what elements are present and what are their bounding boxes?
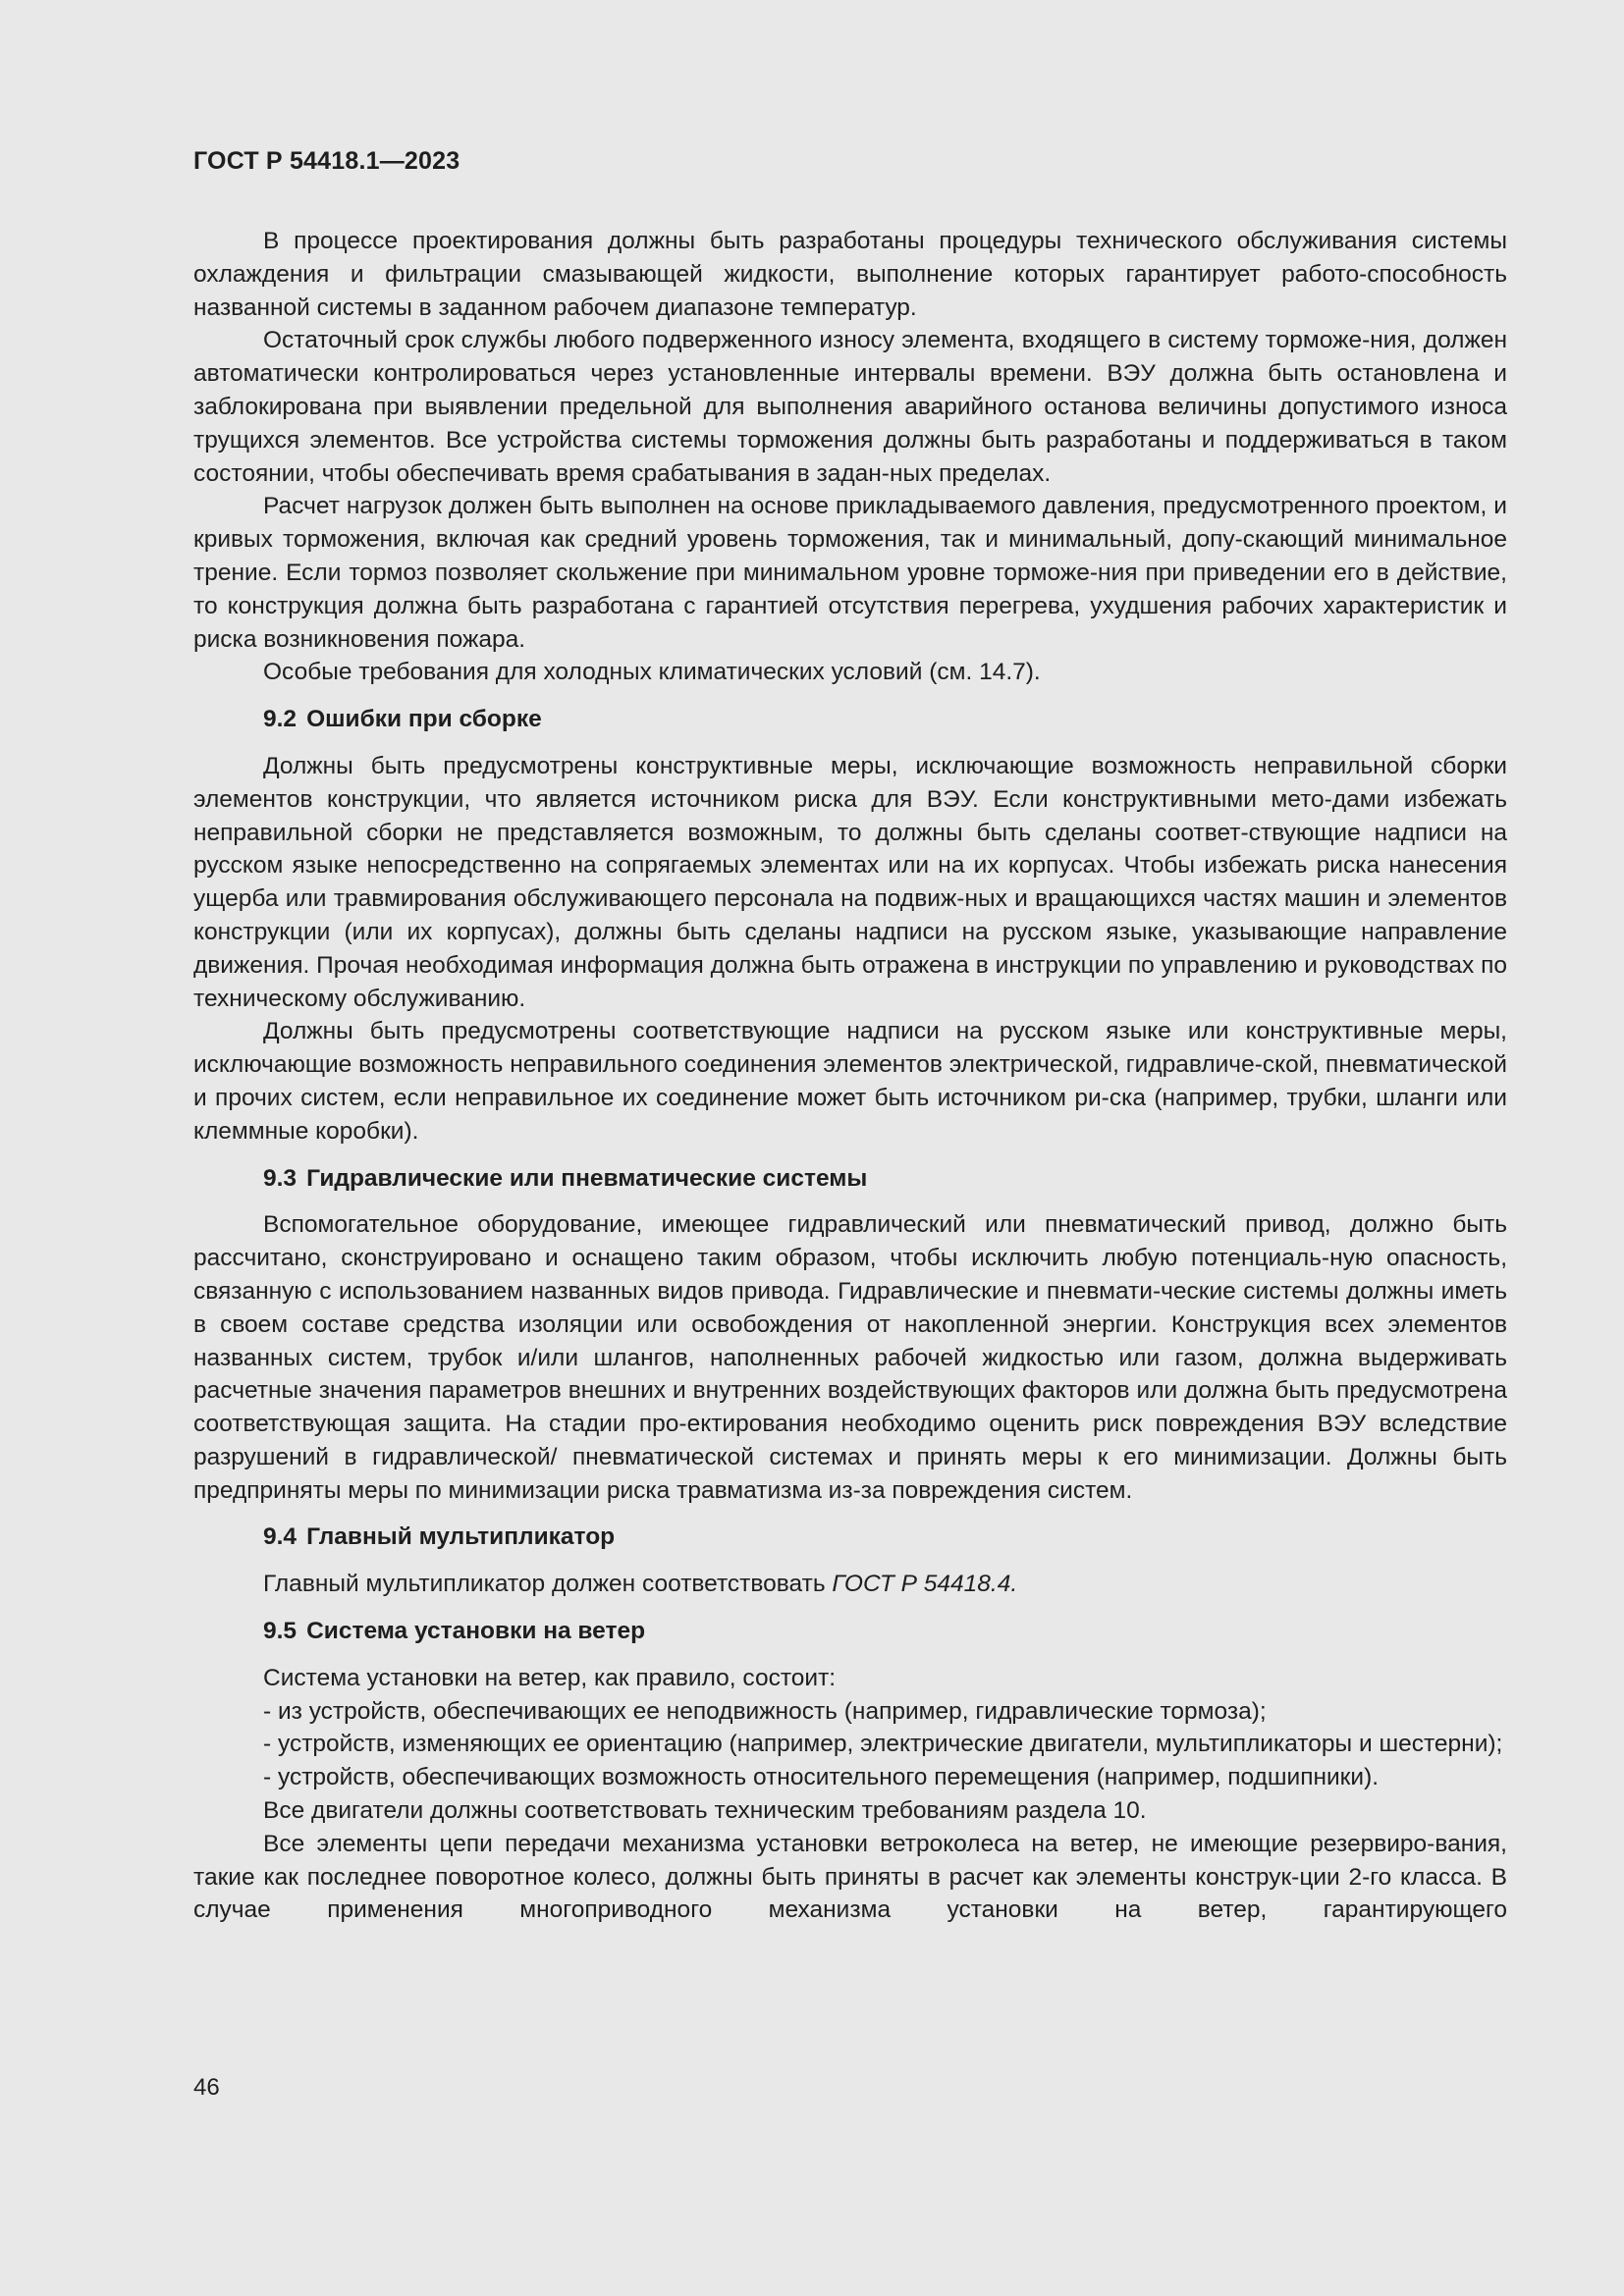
paragraph: Расчет нагрузок должен быть выполнен на основе прикладываемого давления, предусмотренного проектом, и кривых торможения, включая как средний уровень торможения, так и минимальный, допу-скающий минимальное трение. Если тормоз позволяет скольжение при минимальном уровне торможе-ния при приведении его в действие, то конструкция должна быть разработана с гарантией отсутствия перегрева, ухудшения рабочих характеристик и риска возникновения пожара. (193, 493, 1507, 653)
paragraph: Все двигатели должны соответствовать техническим требованиям раздела 10. (263, 1797, 1147, 1825)
paragraph: Должны быть предусмотрены соответствующие надписи на русском языке или конструктивные меры, исключающие возможность неправильного соединения элементов электрической, гидравличе-ской, пневматической и прочих систем, если неправильное их соединение может быть источником ри-ска (например, трубки, шланги или клеммные коробки). (193, 1018, 1507, 1145)
paragraph: Должны быть предусмотрены конструктивные меры, исключающие возможность неправильной сборки элементов конструкции, что является источником риска для ВЭУ. Если конструктивными мето-дами избежать неправильной сборки не представляется возможным, то должны быть сделаны соответ-ствующие надписи на русском языке непосредственно на сопрягаемых элементах или на их корпусах. Чтобы избежать риска нанесения ущерба или травмирования обслуживающего персонала на подвиж-ных и вращающихся частях машин и элементов конструкции (или их корпусах), должны быть сделаны надписи на русском языке, указывающие направление движения. Прочая необходимая информация должна быть отражена в инструкции по управлению и руководствах по техническому обслуживанию. (193, 752, 1507, 1012)
paragraph: Особые требования для холодных климатических условий (см. 14.7). (263, 659, 1041, 686)
section-title: Ошибки при сборке (306, 706, 542, 733)
paragraph: В процессе проектирования должны быть разработаны процедуры технического обслуживания системы охлаждения и фильтрации смазывающей жидкости, выполнение которых гарантирует работо-способность названной системы в заданном рабочем диапазоне температур. (193, 228, 1507, 321)
list-item: - устройств, изменяющих ее ориентацию (например, электрические двигатели, мультипликаторы и шестерни); (263, 1731, 1503, 1758)
list-item: - из устройств, обеспечивающих ее неподвижность (например, гидравлические тормоза); (263, 1697, 1267, 1725)
page-number: 46 (193, 2074, 220, 2101)
section-number: 9.4 (263, 1523, 298, 1551)
section-heading-9-5 (193, 1615, 1507, 1648)
document-body (193, 225, 1507, 1927)
section-number: 9.3 (263, 1164, 298, 1192)
paragraph: Остаточный срок службы любого подверженного износу элемента, входящего в систему торможе-ния, должен автоматически контролироваться через установленные интервалы времени. ВЭУ должна быть остановлена и заблокирована при выявлении предельной для выполнения аварийного останова величины допустимого износа трущихся элементов. Все устройства системы торможения должны быть разработаны и поддерживаться в таком состоянии, чтобы обеспечивать время срабатывания в задан-ных пределах. (193, 327, 1507, 487)
paragraph: Система установки на ветер, как правило, состоит: (263, 1664, 837, 1691)
section-number: 9.5 (263, 1618, 298, 1645)
paragraph (193, 1568, 1507, 1601)
section-heading-9-2 (193, 703, 1507, 736)
section-heading-9-3 (193, 1162, 1507, 1196)
section-heading-9-4 (193, 1521, 1507, 1554)
document-header: ГОСТ Р 54418.1—2023 (193, 147, 460, 175)
paragraph-text: Главный мультипликатор должен соответствовать (263, 1571, 833, 1598)
list-item: - устройств, обеспечивающих возможность относительного перемещения (например, подшипники). (263, 1764, 1380, 1791)
paragraph: Вспомогательное оборудование, имеющее гидравлический или пневматический привод, должно быть рассчитано, сконструировано и оснащено таким образом, чтобы исключить любую потенциаль-ную опасность, связанную с использованием названных видов привода. Гидравлические и пневмати-ческие системы должны иметь в своем составе средства изоляции или освобождения от накопленной энергии. Конструкция всех элементов названных систем, трубок и/или шлангов, наполненных рабочей жидкостью или газом, должна выдерживать расчетные значения параметров внешних и внутренних воздействующих факторов или должна быть предусмотрена соответствующая защита. На стадии про-ектирования необходимо оценить риск повреждения ВЭУ вследствие разрушений в гидравлической/ пневматической системах и принять меры к его минимизации. Должны быть предприняты меры по минимизации риска травматизма из-за повреждения систем. (193, 1211, 1507, 1504)
document-page (193, 0, 1507, 2296)
paragraph: Все элементы цепи передачи механизма установки ветроколеса на ветер, не имеющие резервиро-вания, такие как последнее поворотное колесо, должны быть приняты в расчет как элементы конструк-ции 2-го класса. В случае применения многоприводного механизма установки на ветер, гарантирующего (193, 1830, 1507, 1924)
section-title: Система установки на ветер (306, 1618, 646, 1645)
section-title: Главный мультипликатор (306, 1523, 616, 1551)
section-number: 9.2 (263, 706, 298, 733)
section-title: Гидравлические или пневматические системы (306, 1164, 868, 1192)
standard-reference: ГОСТ Р 54418.4. (832, 1571, 1018, 1598)
